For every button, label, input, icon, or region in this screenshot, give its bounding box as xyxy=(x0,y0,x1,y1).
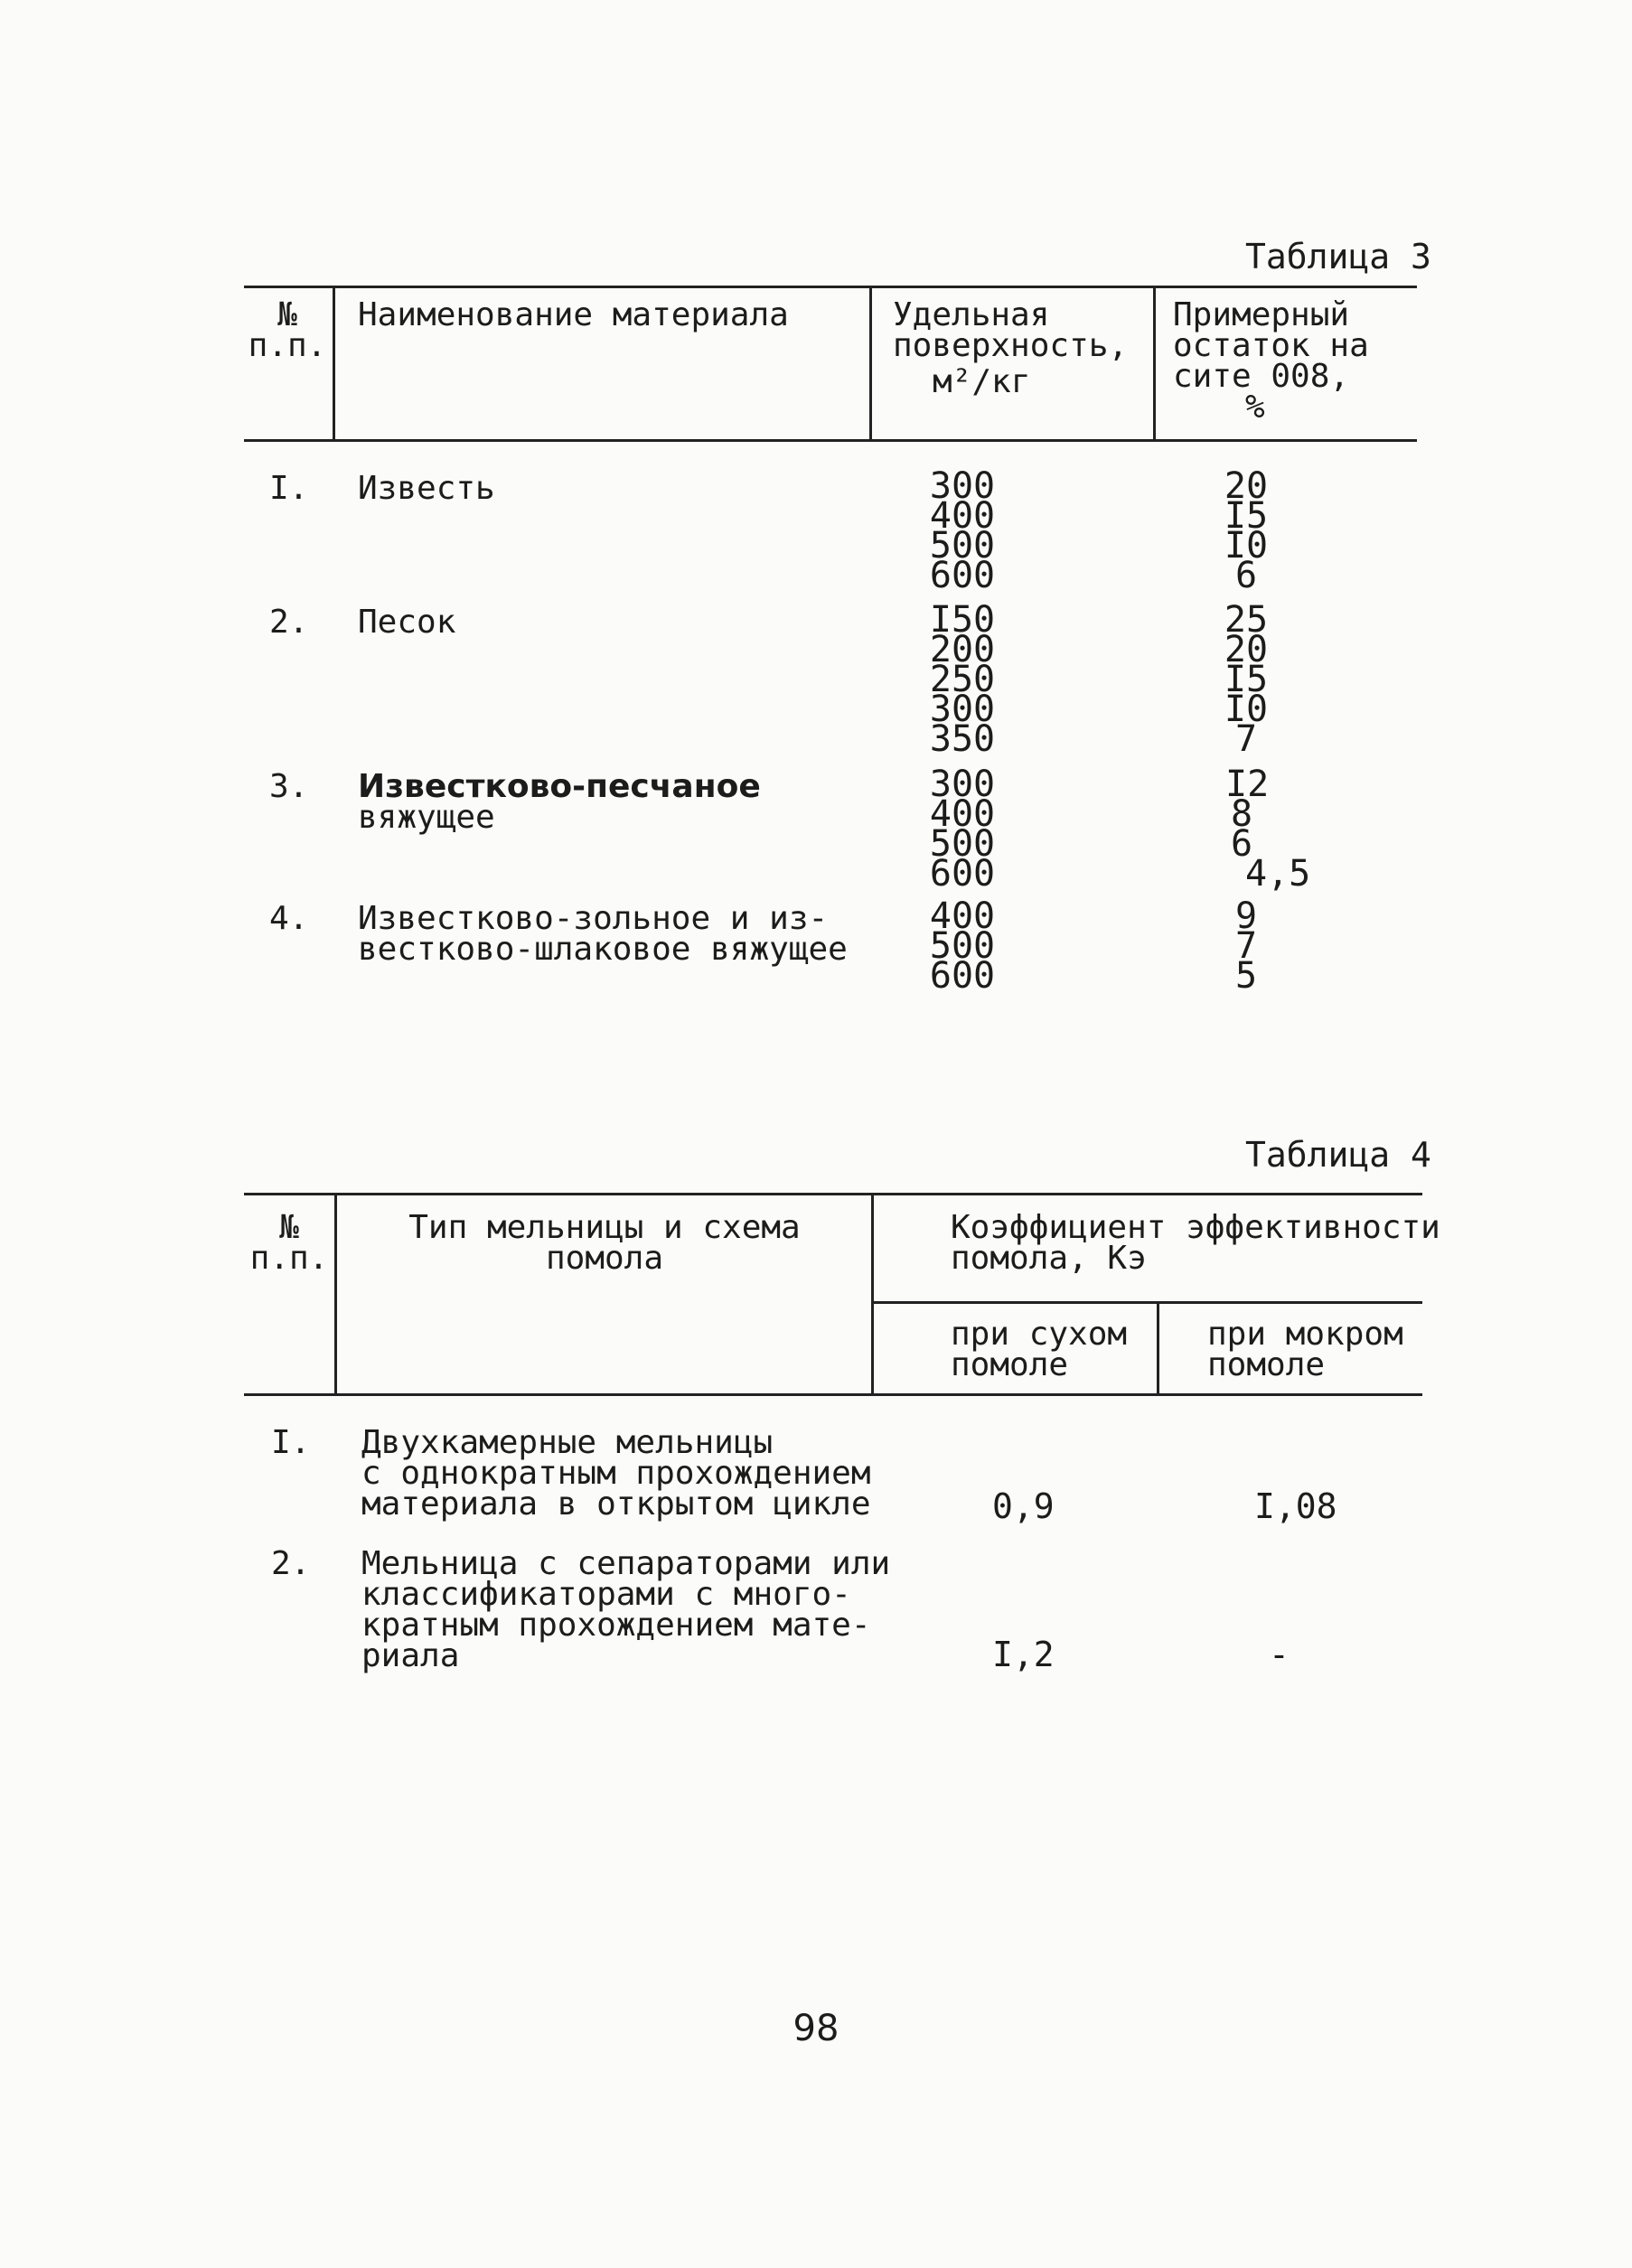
table4-header-wet-line: помоле xyxy=(1207,1346,1326,1383)
table3-row-name-line: вяжущее xyxy=(358,799,495,836)
table4-col-divider-3 xyxy=(1157,1301,1159,1395)
value: 250 xyxy=(929,659,996,700)
table3-header-num-line: п.п. xyxy=(248,327,327,364)
table4-header-coef-line: Коэффициент эффективности xyxy=(951,1209,1440,1246)
table3-header-residue-line: остаток на xyxy=(1173,327,1369,364)
table3-header-name: Наименование материала xyxy=(358,296,789,333)
value: 5 xyxy=(1234,955,1258,997)
table3-col-divider-1 xyxy=(333,286,335,441)
table3-row-num: 3. xyxy=(269,768,309,805)
value: 350 xyxy=(929,718,996,760)
value: 8 xyxy=(1231,793,1253,835)
value: 600 xyxy=(929,853,996,895)
table4-header-wet xyxy=(1207,1316,1403,1383)
value: 400 xyxy=(929,495,996,537)
value: 300 xyxy=(929,465,996,507)
table4-row-type-line: Двухкамерные мельницы xyxy=(361,1424,774,1461)
table3-row-residue xyxy=(1225,764,1352,895)
table4-row-wet: I,08 xyxy=(1254,1486,1337,1526)
table3-row-residue xyxy=(1205,599,1287,760)
value: 6 xyxy=(1234,555,1258,596)
table3-header-num-line: № xyxy=(277,296,297,333)
table4-header-num xyxy=(246,1209,333,1277)
table4-row-wet: - xyxy=(1269,1635,1290,1674)
table3-caption: Таблица 3 xyxy=(1245,237,1431,276)
table3-row-surface xyxy=(913,764,1012,895)
table4-row-num: 2. xyxy=(271,1545,311,1582)
table3-row-num: 2. xyxy=(269,604,309,641)
value: 200 xyxy=(929,629,996,670)
table3-row-num: I. xyxy=(269,470,309,507)
value: I0 xyxy=(1224,525,1269,567)
table3-top-rule xyxy=(244,286,1417,288)
table3-header-rule xyxy=(244,439,1417,442)
table4-row-type xyxy=(361,1424,871,1523)
value: 500 xyxy=(929,823,996,865)
table3-header-num xyxy=(246,296,329,364)
table4-row-type-line: материала в открытом цикле xyxy=(361,1485,871,1523)
table3-row-name xyxy=(358,900,848,968)
table4-header-coef-line: помола, Kэ xyxy=(951,1240,1147,1277)
value: 20 xyxy=(1224,465,1269,507)
table4-row-dry: I,2 xyxy=(992,1635,1055,1674)
table3-header-surface-line: Удельная xyxy=(893,296,1050,333)
table4-header-dry-line: при сухом xyxy=(951,1316,1128,1353)
table3-header-surface-line: поверхность, xyxy=(893,327,1129,364)
table4-subheader-rule xyxy=(873,1301,1422,1304)
value: 500 xyxy=(929,925,996,967)
table4-row-type-line: кратным прохождением мате- xyxy=(361,1607,871,1644)
table3-col-divider-3 xyxy=(1153,286,1156,441)
table4-header-num-line: № xyxy=(279,1209,299,1246)
value: 6 xyxy=(1231,823,1253,865)
table4-header-dry-line: помоле xyxy=(951,1346,1069,1383)
table4-header-rule xyxy=(244,1393,1422,1396)
value: 7 xyxy=(1234,718,1258,760)
table3-row-surface xyxy=(913,895,1012,997)
value: 4,5 xyxy=(1245,853,1311,895)
table4-row-dry: 0,9 xyxy=(992,1486,1055,1526)
table4-row-type xyxy=(361,1545,891,1674)
table4-row-type-line: риала xyxy=(361,1637,460,1674)
value: I5 xyxy=(1224,659,1269,700)
value: 25 xyxy=(1224,599,1269,641)
table4-header-num-line: п.п. xyxy=(249,1240,329,1277)
value: I0 xyxy=(1224,689,1269,730)
value: 400 xyxy=(929,895,996,937)
table3-row-residue xyxy=(1205,465,1287,596)
table3-row-name: Известь xyxy=(358,470,495,507)
table3-row-surface xyxy=(913,599,1012,760)
value: 20 xyxy=(1224,629,1269,670)
table3-header-residue-line: % xyxy=(1245,389,1265,426)
value: I50 xyxy=(929,599,996,641)
table3-row-name-line: Известково-песчаное xyxy=(358,768,761,805)
value: 600 xyxy=(929,555,996,596)
table4-header-coef xyxy=(951,1209,1440,1277)
value: 500 xyxy=(929,525,996,567)
table4-header-type xyxy=(338,1209,871,1277)
table3-header-surface xyxy=(893,296,1129,400)
table4-row-type-line: классификаторами с много- xyxy=(361,1576,851,1613)
table3-row-name: Песок xyxy=(358,604,456,641)
table4-row-num: I. xyxy=(271,1424,311,1461)
value: 600 xyxy=(929,955,996,997)
table4-col-divider-1 xyxy=(334,1193,337,1395)
table3-header-residue-line: Примерный xyxy=(1173,296,1350,333)
value: 7 xyxy=(1234,925,1258,967)
table3-col-divider-2 xyxy=(869,286,872,441)
value: 300 xyxy=(929,764,996,805)
table3-header-residue xyxy=(1173,296,1369,426)
table4-col-divider-2 xyxy=(871,1193,874,1395)
table3-row-num: 4. xyxy=(269,900,309,937)
value: I2 xyxy=(1225,764,1270,805)
table4-header-dry xyxy=(951,1316,1128,1383)
table3-row-surface xyxy=(913,465,1012,596)
table3-row-name xyxy=(358,768,761,836)
table4-header-type-line: помола xyxy=(545,1240,664,1277)
table4-header-type-line: Тип мельницы и схема xyxy=(408,1209,801,1246)
table4-row-type-line: с однократным прохождением xyxy=(361,1455,871,1492)
table3-row-name-line: Известково-зольное и из- xyxy=(358,900,829,937)
table3-header-surface-line: м²/кг xyxy=(933,363,1031,400)
table3-row-residue xyxy=(1205,895,1287,997)
table4-caption: Таблица 4 xyxy=(1245,1135,1431,1175)
value: 400 xyxy=(929,793,996,835)
table4-top-rule xyxy=(244,1193,1422,1195)
table3-header-residue-line: сите 008, xyxy=(1173,358,1350,395)
table4-row-type-line: Мельница с сепараторами или xyxy=(361,1545,891,1582)
value: I5 xyxy=(1224,495,1269,537)
value: 300 xyxy=(929,689,996,730)
value: 9 xyxy=(1234,895,1258,937)
table4-header-wet-line: при мокром xyxy=(1207,1316,1403,1353)
page-number: 98 xyxy=(793,2008,839,2049)
table3-row-name-line: вестково-шлаковое вяжущее xyxy=(358,931,848,968)
